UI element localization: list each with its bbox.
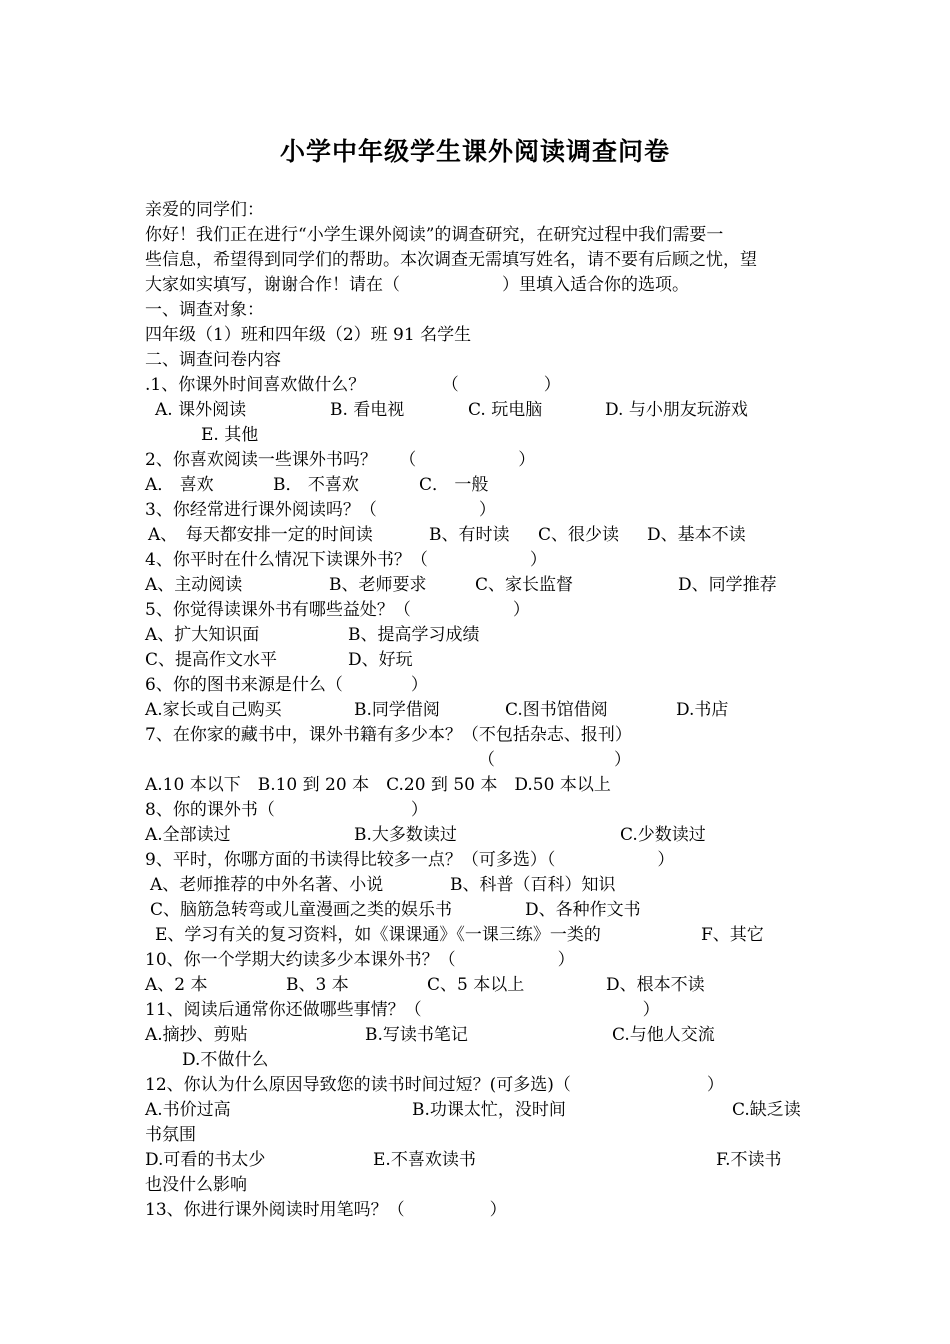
- question-text: 13、你进行课外阅读时用笔吗？（ ）: [145, 1200, 507, 1220]
- option: A． 喜欢: [145, 475, 214, 495]
- option-row: [145, 423, 810, 448]
- option: F、其它: [701, 925, 764, 945]
- option-row: [145, 1148, 810, 1173]
- question-text: 7、在你家的藏书中，课外书籍有多少本？（不包括杂志、报刊）: [145, 725, 632, 745]
- option: A.10 本以下 B.10 到 20 本 C.20 到 50 本 D.50 本以上: [145, 775, 611, 795]
- option: A.书价过高: [145, 1100, 231, 1120]
- option: D.可看的书太少: [145, 1150, 266, 1170]
- option: A、2 本: [145, 975, 208, 995]
- option: B、科普（百科）知识: [450, 875, 616, 895]
- option-row: [145, 1123, 810, 1148]
- intro-line: 些信息，希望得到同学们的帮助。本次调查无需填写姓名，请不要有后顾之忧，望: [145, 250, 757, 270]
- option-row: [145, 398, 810, 423]
- option-row: [145, 1048, 810, 1073]
- option: C. 玩电脑: [468, 400, 543, 420]
- option-row: [145, 1173, 810, 1198]
- greeting: 亲爱的同学们：: [145, 200, 264, 220]
- question-text: 8、你的课外书（ ）: [145, 800, 428, 820]
- question-text: 4、你平时在什么情况下读课外书？（ ）: [145, 550, 547, 570]
- option: A、扩大知识面: [145, 625, 260, 645]
- option: D、各种作文书: [525, 900, 641, 920]
- option: B． 不喜欢: [273, 475, 359, 495]
- question-text: 12、你认为什么原因导致您的读书时间过短？(可多选)（ ）: [145, 1075, 724, 1095]
- option: A、主动阅读: [145, 575, 243, 595]
- option-row: [145, 698, 810, 723]
- option: C、提高作文水平: [145, 650, 278, 670]
- option: B.写读书笔记: [365, 1025, 468, 1045]
- option: D、根本不读: [606, 975, 705, 995]
- question-text: 11、阅读后通常你还做哪些事情？（ ）: [145, 1000, 660, 1020]
- option-row: [145, 648, 810, 673]
- answer-blank-row: [145, 748, 810, 773]
- intro-line: 你好！我们正在进行“小学生课外阅读”的调查研究，在研究过程中我们需要一: [145, 225, 724, 245]
- option: C、5 本以上: [427, 975, 525, 995]
- option: E.不喜欢读书: [373, 1150, 476, 1170]
- option: C、脑筋急转弯或儿童漫画之类的娱乐书: [150, 900, 453, 920]
- option: A.摘抄、剪贴: [145, 1025, 248, 1045]
- option: C、家长监督: [475, 575, 574, 595]
- option: C.缺乏读: [732, 1100, 801, 1120]
- option: E. 其他: [201, 425, 259, 445]
- option: A. 课外阅读: [155, 400, 247, 420]
- section-heading: 一、调查对象：: [145, 300, 264, 320]
- option: D、同学推荐: [678, 575, 777, 595]
- option: A、 每天都安排一定的时间读: [148, 525, 373, 545]
- option: C、很少读: [538, 525, 620, 545]
- option-row: [145, 623, 810, 648]
- option: C.与他人交流: [612, 1025, 715, 1045]
- option: B.功课太忙，没时间: [412, 1100, 566, 1120]
- option: C． 一般: [419, 475, 489, 495]
- option: B. 看电视: [330, 400, 405, 420]
- option-row: [145, 898, 810, 923]
- option: B.大多数读过: [354, 825, 457, 845]
- option-row: [145, 473, 810, 498]
- document-body: [145, 198, 810, 1223]
- option: F.不读书: [716, 1150, 782, 1170]
- question-text: 10、你一个学期大约读多少本课外书？（ ）: [145, 950, 575, 970]
- option: E、学习有关的复习资料，如《课课通》《一课三练》一类的: [155, 925, 601, 945]
- question-text: 9、平时，你哪方面的书读得比较多一点？（可多选）（ ）: [145, 850, 675, 870]
- document-title: 小学中年级学生课外阅读调查问卷: [279, 137, 670, 166]
- option-row: [145, 1098, 810, 1123]
- option: B.同学借阅: [354, 700, 440, 720]
- option-row: [145, 873, 810, 898]
- option: 书氛围: [145, 1125, 196, 1145]
- option: B、3 本: [286, 975, 349, 995]
- option-row: [145, 523, 810, 548]
- option: B、有时读: [429, 525, 510, 545]
- question-text: 3、你经常进行课外阅读吗？（ ）: [145, 500, 496, 520]
- question-text: 5、你觉得读课外书有哪些益处？（ ）: [145, 600, 530, 620]
- answer-blank: （ ）: [478, 750, 631, 770]
- option: D.不做什么: [182, 1050, 269, 1070]
- option-row: [145, 573, 810, 598]
- option: 也没什么影响: [145, 1175, 247, 1195]
- question-text: .1、你课外时间喜欢做什么？ （ ）: [145, 375, 561, 395]
- option-row: [145, 1023, 810, 1048]
- option: A.全部读过: [145, 825, 231, 845]
- question-text: 6、你的图书来源是什么（ ）: [145, 675, 428, 695]
- intro-line: 大家如实填写，谢谢合作！请在（ ）里填入适合你的选项。: [145, 275, 689, 295]
- option: A、老师推荐的中外名著、小说: [150, 875, 384, 895]
- option-row: [145, 923, 810, 948]
- option: A.家长或自己购买: [145, 700, 282, 720]
- section-heading: 二、调查问卷内容: [145, 350, 281, 370]
- option-row: [145, 773, 810, 798]
- question-text: 2、你喜欢阅读一些课外书吗？ （ ）: [145, 450, 536, 470]
- option: B、提高学习成绩: [348, 625, 480, 645]
- option-row: [145, 973, 810, 998]
- option: C.图书馆借阅: [505, 700, 608, 720]
- option: D、基本不读: [647, 525, 746, 545]
- option: D、好玩: [348, 650, 413, 670]
- option: B、老师要求: [329, 575, 427, 595]
- option-row: [145, 823, 810, 848]
- survey-target: 四年级（1）班和四年级（2）班 91 名学生: [145, 325, 472, 345]
- option: C.少数读过: [620, 825, 706, 845]
- option: D.书店: [676, 700, 729, 720]
- option: D. 与小朋友玩游戏: [605, 400, 748, 420]
